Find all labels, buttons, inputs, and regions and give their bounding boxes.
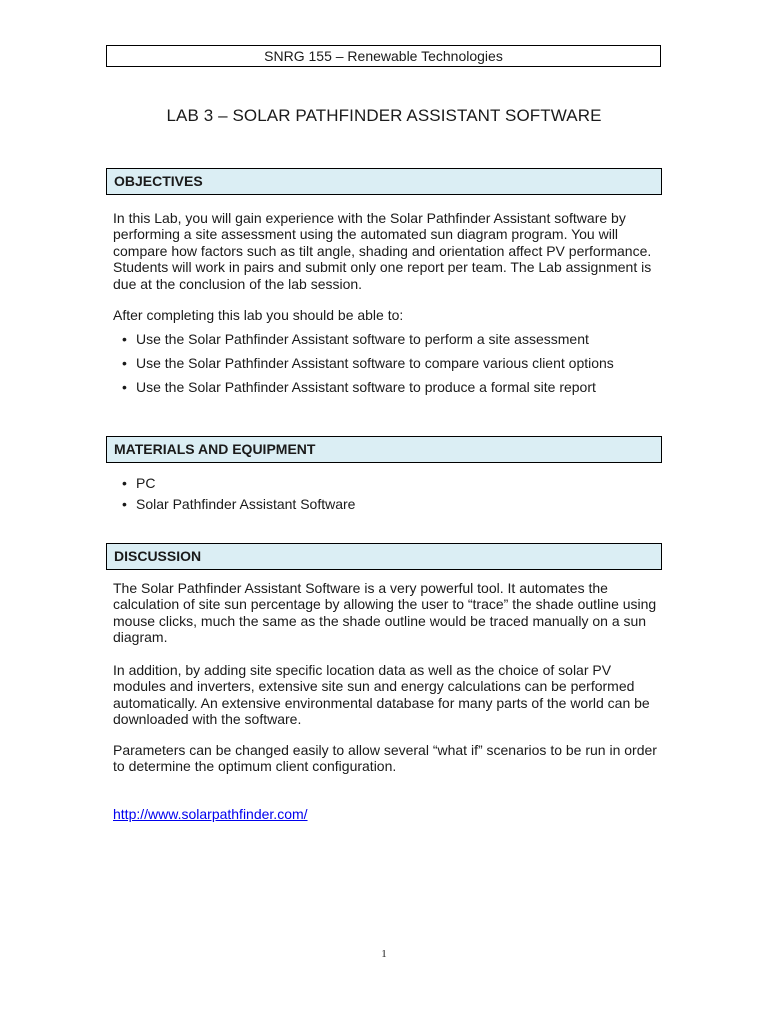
discussion-paragraph-1: The Solar Pathfinder Assistant Software is a very powerful tool. It automates the calculation of site sun percentage by allowing the user to “trace” the shade outline using mouse clicks, much the same as the shade outline would be traced manually on a sun diagram. bbox=[113, 580, 657, 646]
objectives-lead: After completing this lab you should be able to: bbox=[113, 307, 404, 323]
discussion-heading: DISCUSSION bbox=[106, 543, 662, 570]
course-header: SNRG 155 – Renewable Technologies bbox=[106, 45, 661, 67]
objectives-heading: OBJECTIVES bbox=[106, 168, 662, 195]
materials-heading: MATERIALS AND EQUIPMENT bbox=[106, 436, 662, 463]
discussion-paragraph-3: Parameters can be changed easily to allow several “what if” scenarios to be run in order to determine the optimum client configuration. bbox=[113, 742, 657, 775]
list-item: • Use the Solar Pathfinder Assistant software to compare various client options bbox=[122, 355, 614, 379]
lab-title: LAB 3 – SOLAR PATHFINDER ASSISTANT SOFTWARE bbox=[166, 106, 602, 125]
list-item: • Use the Solar Pathfinder Assistant software to produce a formal site report bbox=[122, 379, 614, 403]
list-item: • Solar Pathfinder Assistant Software bbox=[122, 496, 355, 517]
objectives-intro: In this Lab, you will gain experience with the Solar Pathfinder Assistant software by performing a site assessment using the automated sun diagram program. You will compare how factors such as tilt angle, shading and orientation affect PV performance. Students will work in pairs and submit only one report per team. The Lab assignment is due at the conclusion of the lab session. bbox=[113, 210, 652, 292]
list-item: • Use the Solar Pathfinder Assistant software to perform a site assessment bbox=[122, 331, 614, 355]
discussion-paragraph-2: In addition, by adding site specific location data as well as the choice of solar PV modules and inverters, extensive site sun and energy calculations can be performed automatically. An extensive environmental database for many parts of the world can be downloaded with the software. bbox=[113, 662, 650, 728]
objectives-list bbox=[122, 331, 614, 403]
materials-list bbox=[122, 475, 355, 517]
solarpathfinder-link[interactable]: http://www.solarpathfinder.com/ bbox=[113, 806, 308, 822]
list-item: • PC bbox=[122, 475, 355, 496]
page-number: 1 bbox=[381, 948, 387, 960]
